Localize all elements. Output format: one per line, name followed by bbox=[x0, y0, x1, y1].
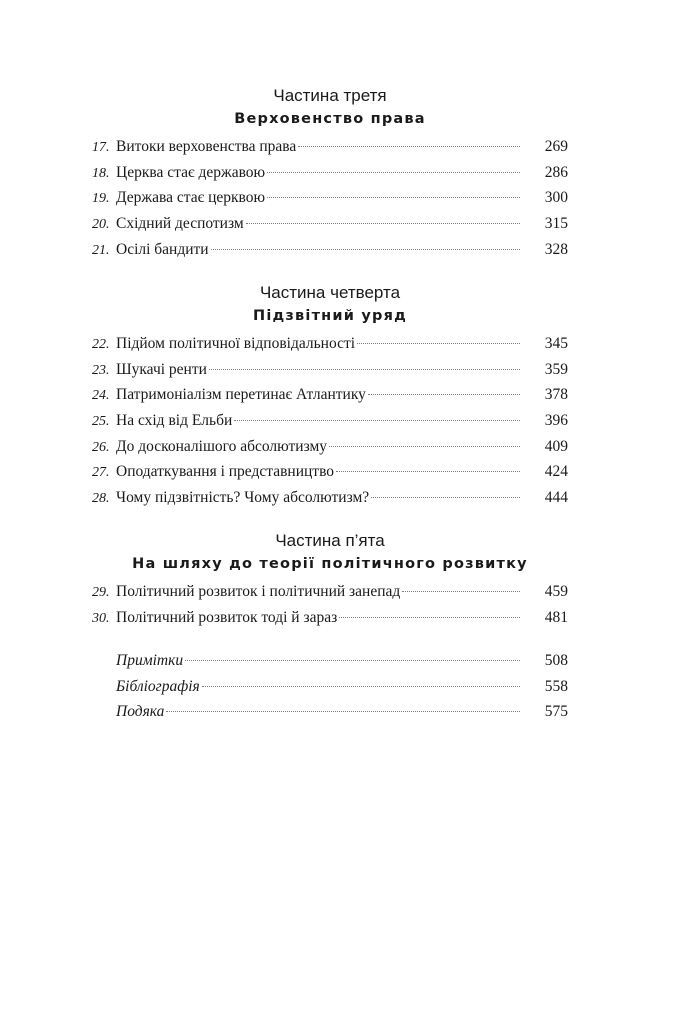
page-number: 396 bbox=[544, 412, 568, 430]
toc-entry[interactable] bbox=[92, 138, 568, 164]
dot-leader bbox=[371, 497, 520, 498]
page-number: 378 bbox=[544, 386, 568, 404]
dot-leader bbox=[202, 686, 520, 687]
toc-entry[interactable] bbox=[92, 164, 568, 190]
toc-entry[interactable] bbox=[92, 609, 568, 635]
dot-leader bbox=[267, 172, 520, 173]
toc-entry[interactable] bbox=[92, 412, 568, 438]
chapter-number: 30. bbox=[92, 610, 110, 626]
chapter-number: 17. bbox=[92, 140, 110, 155]
chapter-number: 25. bbox=[92, 414, 110, 430]
part-label: Частина третя bbox=[273, 86, 387, 105]
dot-leader bbox=[246, 223, 520, 224]
dot-leader bbox=[357, 343, 520, 344]
chapter-title: Чому підзвітність? Чому абсолютизм? bbox=[116, 489, 370, 507]
toc-list bbox=[92, 583, 568, 634]
page-number: 300 bbox=[544, 189, 568, 207]
page-number: 558 bbox=[544, 677, 568, 695]
chapter-number: 29. bbox=[92, 585, 110, 600]
part-label: Частина п’ята bbox=[275, 531, 385, 550]
toc-entry[interactable] bbox=[92, 361, 568, 387]
toc-entry[interactable] bbox=[92, 438, 568, 464]
chapter-number: 19. bbox=[92, 191, 110, 207]
dot-leader bbox=[402, 591, 520, 592]
dot-leader bbox=[234, 420, 520, 421]
chapter-number: 28. bbox=[92, 491, 110, 507]
toc-entry-notes[interactable] bbox=[92, 652, 568, 678]
dot-leader bbox=[211, 249, 520, 250]
chapter-title: Держава стає церквою bbox=[116, 189, 266, 207]
back-matter-title: Бібліографія bbox=[116, 677, 200, 695]
page-number: 508 bbox=[544, 652, 568, 669]
toc-entry[interactable] bbox=[92, 215, 568, 241]
part-title: Верховенство права bbox=[234, 111, 426, 127]
toc-entry[interactable] bbox=[92, 463, 568, 489]
page-number: 269 bbox=[544, 138, 568, 155]
chapter-title: На схід від Ельби bbox=[116, 412, 233, 430]
dot-leader bbox=[166, 711, 520, 712]
page-number: 444 bbox=[544, 489, 568, 507]
chapter-title: Оподаткування і представництво bbox=[116, 463, 335, 481]
page-number: 481 bbox=[544, 608, 568, 626]
dot-leader bbox=[339, 617, 520, 618]
toc-entry-bibliography[interactable] bbox=[92, 678, 568, 704]
toc-list bbox=[92, 335, 568, 515]
chapter-title: Політичний розвиток і політичний занепад bbox=[116, 583, 401, 600]
chapter-title: Витоки верховенства права bbox=[116, 138, 297, 155]
page-number: 424 bbox=[544, 463, 568, 481]
toc-entry[interactable] bbox=[92, 489, 568, 515]
toc-entry-acknowledgements[interactable] bbox=[92, 703, 568, 729]
part-label: Частина четверта bbox=[259, 283, 401, 302]
chapter-title: Церква стає державою bbox=[116, 163, 266, 181]
toc-entry[interactable] bbox=[92, 189, 568, 215]
chapter-number: 18. bbox=[92, 165, 110, 181]
page-number: 359 bbox=[544, 360, 568, 378]
toc-entry[interactable] bbox=[92, 583, 568, 609]
back-matter-title: Подяка bbox=[116, 703, 165, 721]
back-matter-title: Примітки bbox=[116, 652, 184, 669]
dot-leader bbox=[336, 471, 520, 472]
part-four-section bbox=[92, 283, 568, 515]
dot-leader bbox=[267, 197, 520, 198]
part-title: Підзвітний уряд bbox=[252, 308, 408, 324]
toc-entry[interactable] bbox=[92, 386, 568, 412]
toc-entry[interactable] bbox=[92, 335, 568, 361]
chapter-title: Патримоніалізм перетинає Атлантику bbox=[116, 386, 366, 404]
page-number: 286 bbox=[544, 163, 568, 181]
page-number: 575 bbox=[544, 703, 568, 721]
chapter-title: Політичний розвиток тоді й зараз bbox=[116, 608, 338, 626]
page-number: 459 bbox=[544, 583, 568, 600]
chapter-title: Осілі бандити bbox=[116, 240, 209, 258]
chapter-number: 20. bbox=[92, 217, 110, 233]
chapter-number: 23. bbox=[92, 362, 110, 378]
dot-leader bbox=[185, 660, 520, 661]
chapter-number: 21. bbox=[92, 242, 110, 258]
toc-entry[interactable] bbox=[92, 241, 568, 267]
chapter-title: До досконалішого абсолютизму bbox=[116, 437, 328, 455]
chapter-number: 24. bbox=[92, 388, 110, 404]
dot-leader bbox=[298, 146, 520, 147]
part-three-section bbox=[92, 86, 568, 266]
dot-leader bbox=[329, 446, 520, 447]
page-number: 345 bbox=[544, 335, 568, 352]
toc-list bbox=[92, 138, 568, 266]
chapter-title: Підйом політичної відповідальності bbox=[116, 335, 356, 352]
chapter-number: 27. bbox=[92, 465, 110, 481]
chapter-title: Шукачі ренти bbox=[116, 360, 207, 378]
chapter-title: Східний деспотизм bbox=[116, 215, 244, 233]
dot-leader bbox=[368, 394, 520, 395]
page-number: 409 bbox=[544, 437, 568, 455]
dot-leader bbox=[209, 369, 520, 370]
back-matter-list bbox=[92, 652, 568, 729]
part-five-section bbox=[92, 531, 568, 634]
chapter-number: 26. bbox=[92, 439, 110, 455]
page-number: 315 bbox=[544, 215, 568, 233]
page-number: 328 bbox=[544, 240, 568, 258]
chapter-number: 22. bbox=[92, 337, 110, 352]
part-title: На шляху до теорії політичного розвитку bbox=[132, 556, 528, 572]
